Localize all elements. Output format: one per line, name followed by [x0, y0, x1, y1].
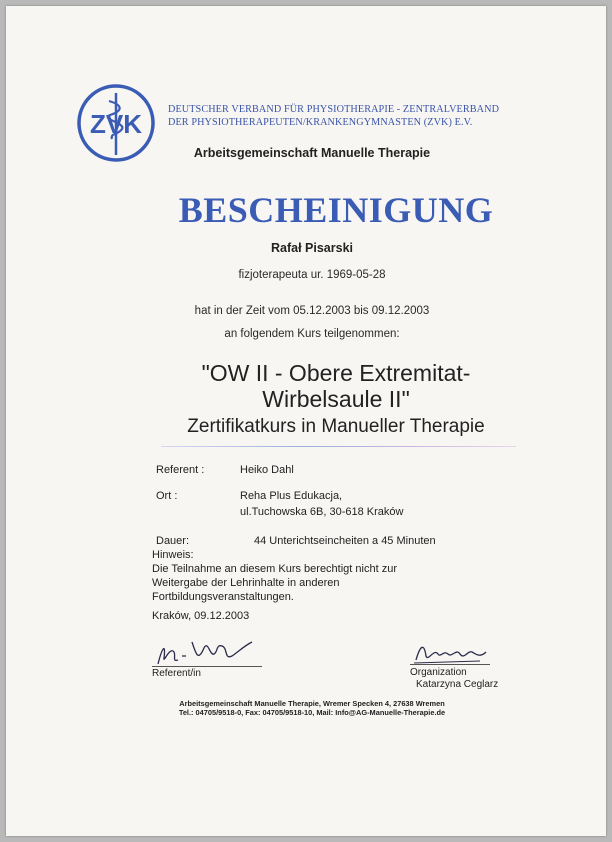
org-line-1: DEUTSCHER VERBAND FÜR PHYSIOTHERAPIE - ZENTRALVERBAND: [168, 104, 500, 115]
participation-text: an folgendem Kurs teilgenommen:: [224, 328, 400, 340]
hinweis-line-2: Weitergabe der Lehrinhalte in anderen: [152, 577, 340, 589]
hinweis-label: Hinweis:: [152, 549, 194, 561]
participant-profession: fizjoterapeuta ur. 1969-05-28: [238, 269, 386, 281]
divider-rule: [161, 446, 516, 447]
footer-address: Arbeitsgemeinschaft Manuelle Therapie, Wremer Specken 4, 27638 Wremen: [179, 699, 445, 708]
logo-text: ZVK: [90, 109, 142, 139]
certificate-page: [6, 6, 606, 836]
referent-signature-line: [152, 666, 262, 667]
place-and-date: Kraków, 09.12.2003: [152, 610, 250, 622]
referent-signature-caption: Referent/in: [152, 668, 201, 679]
course-title-line-1: "OW II - Obere Extremitat-: [201, 360, 471, 386]
working-group-heading: Arbeitsgemeinschaft Manuelle Therapie: [193, 146, 431, 160]
referent-label: Referent :: [156, 464, 205, 476]
organization-signature-line: [410, 664, 490, 665]
dauer-value: 44 Unterichtseincheiten a 45 Minuten: [254, 535, 436, 547]
ort-line-2: ul.Tuchowska 6B, 30-618 Kraków: [240, 506, 404, 518]
course-title-line-2: Wirbelsaule II": [262, 386, 410, 412]
ort-label: Ort :: [156, 490, 178, 502]
footer-contact: Tel.: 04705/9518-0, Fax: 04705/9518-10, Mail: Info@AG-Manuelle-Therapie.de: [178, 708, 446, 717]
organization-name: [168, 103, 499, 129]
organization-caption: Organization: [410, 667, 467, 678]
ort-line-1: Reha Plus Edukacja,: [240, 490, 343, 502]
dauer-label: Dauer:: [156, 535, 190, 547]
organization-signer-name: Katarzyna Ceglarz: [416, 679, 499, 690]
referent-value: Heiko Dahl: [240, 464, 294, 476]
referent-signature: [152, 634, 262, 668]
participant-name: Rafał Pisarski: [271, 241, 353, 255]
course-subtitle: Zertifikatkurs in Manueller Therapie: [187, 416, 485, 437]
hinweis-line-3: Fortbildungsveranstaltungen.: [152, 591, 294, 603]
course-period: hat in der Zeit vom 05.12.2003 bis 09.12.2003: [194, 305, 430, 317]
hinweis-line-1: Die Teilnahme an diesem Kurs berechtigt nicht zur: [152, 563, 397, 575]
certificate-title: BESCHEINIGUNG: [178, 190, 494, 230]
org-line-2: DER PHYSIOTHERAPEUTEN/KRANKENGYMNASTEN (ZVK) E.V.: [168, 117, 473, 128]
organization-signature: [410, 638, 490, 666]
